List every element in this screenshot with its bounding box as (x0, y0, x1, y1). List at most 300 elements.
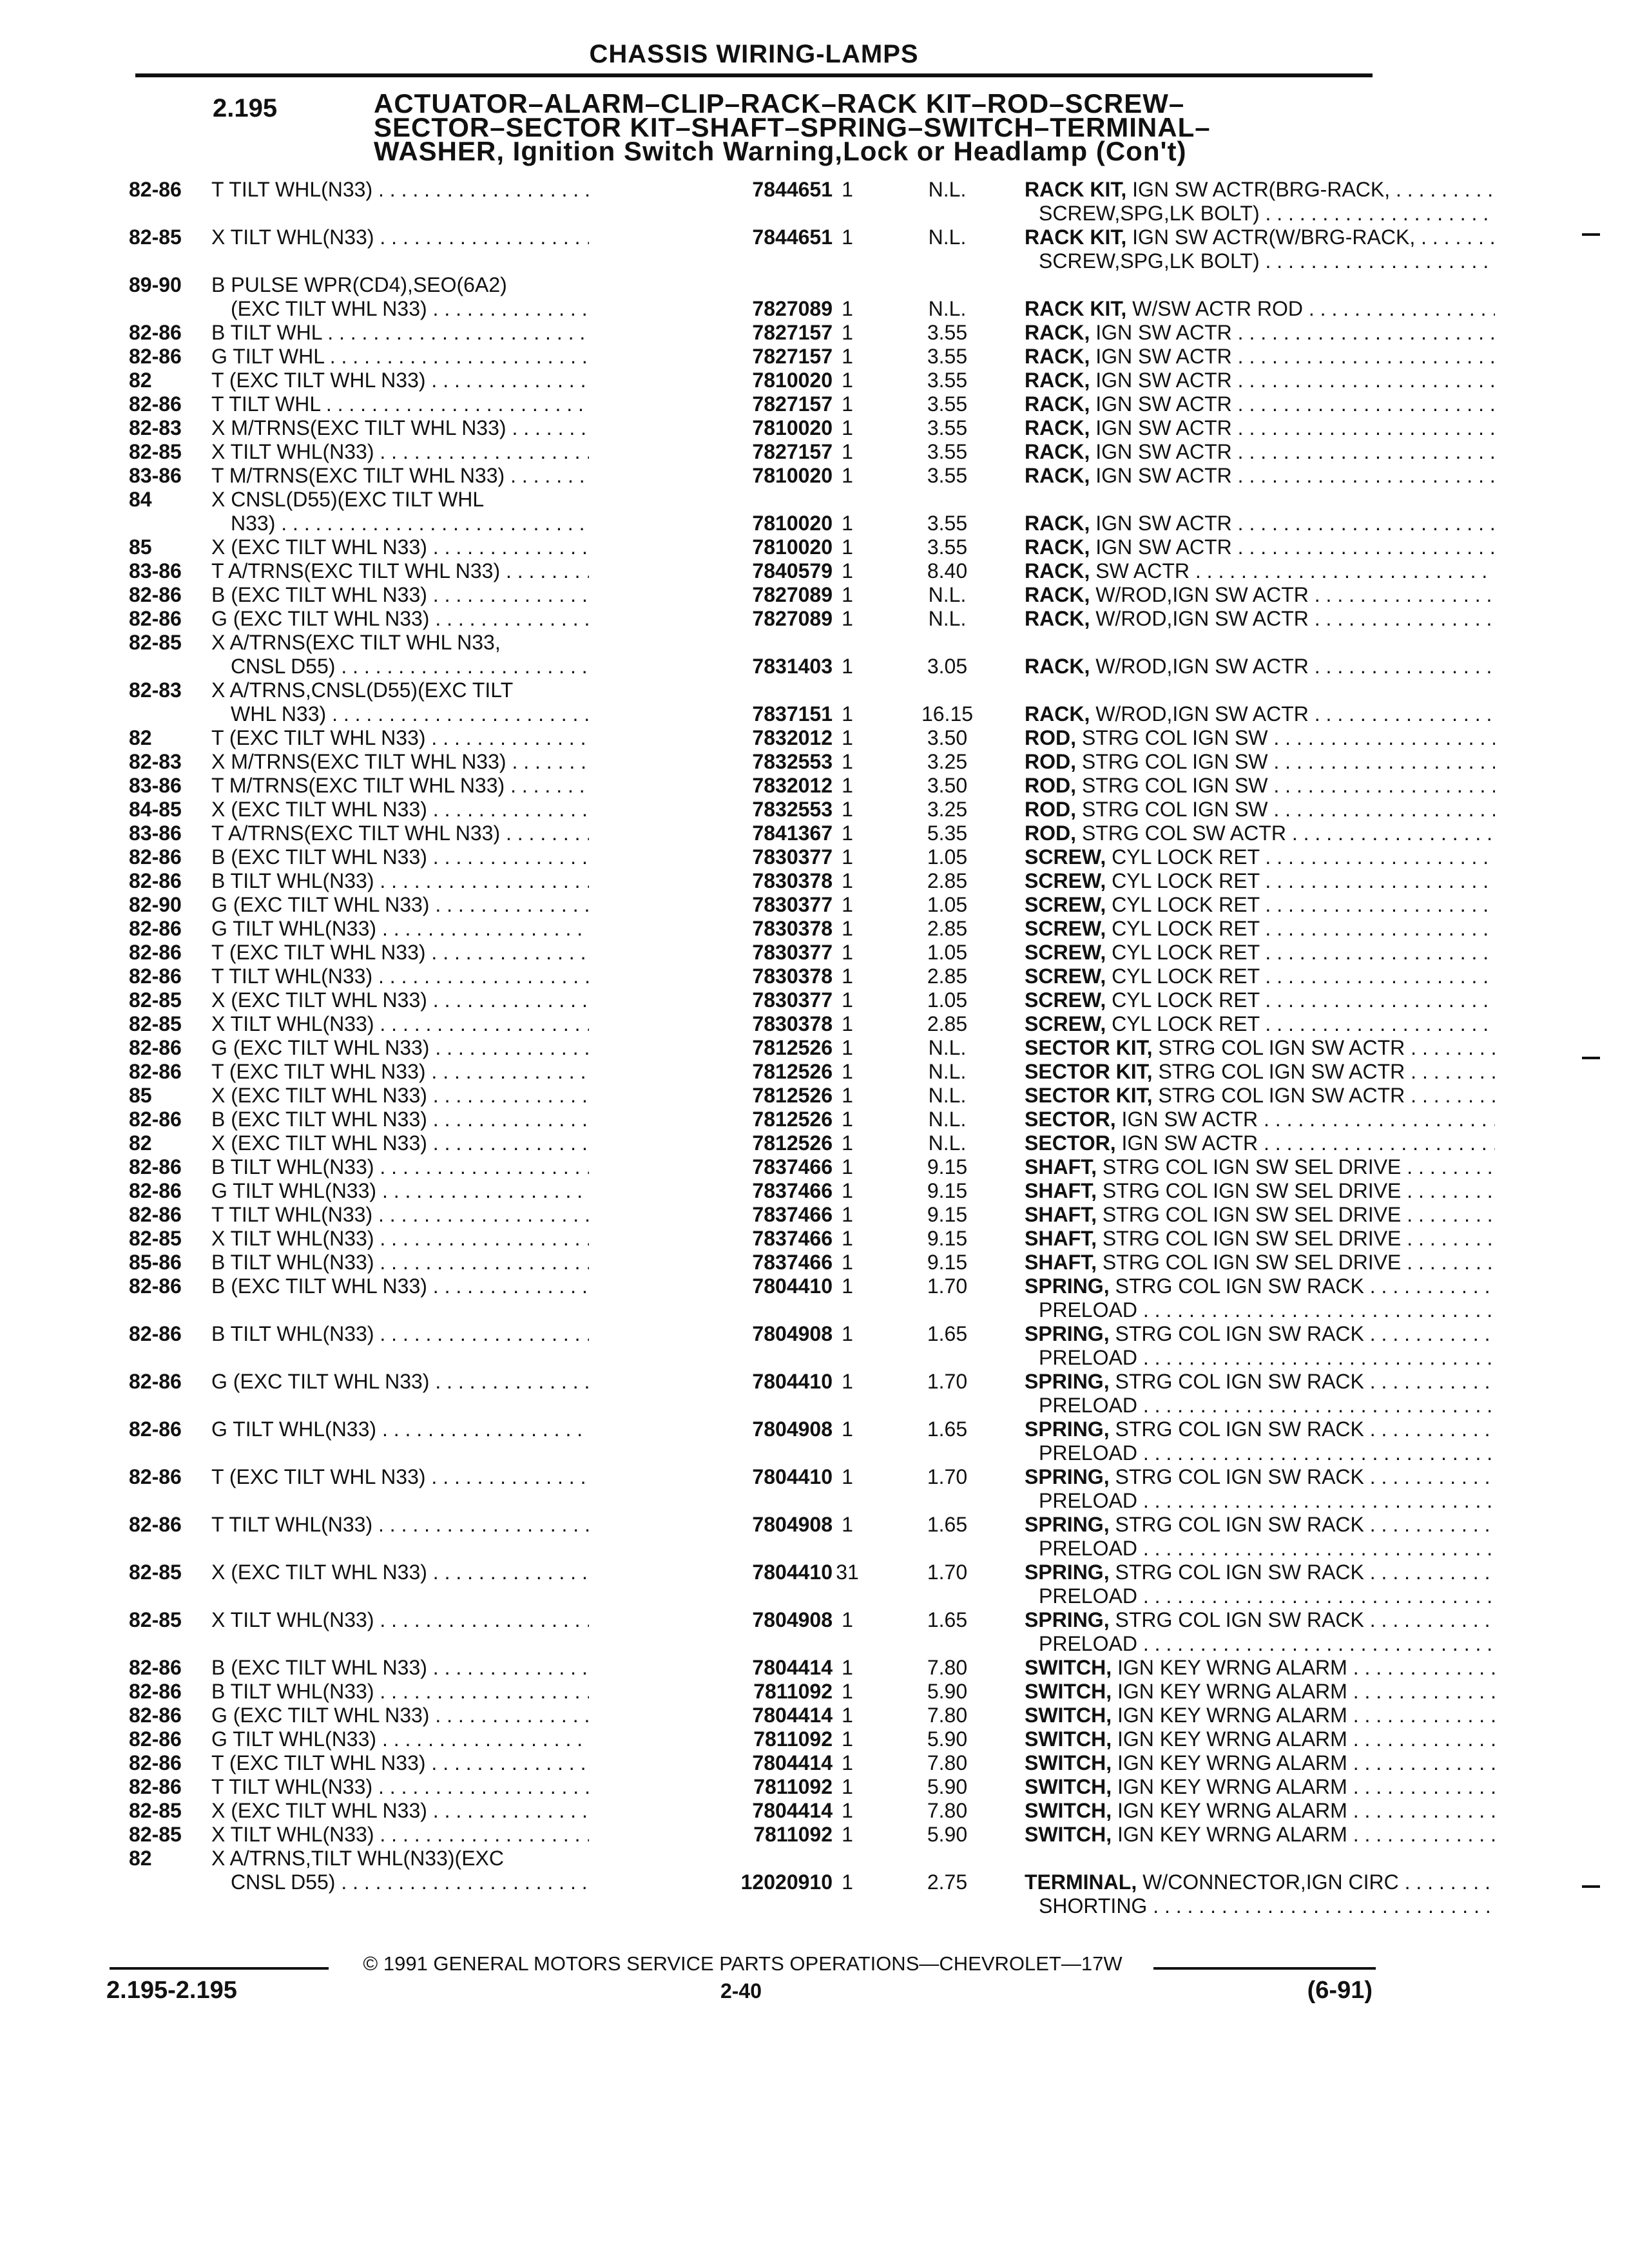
row-year: 82-86 (129, 1775, 182, 1798)
row-part-name-bold: SPRING, (1025, 1370, 1110, 1393)
row-part-name-rest: W/ROD,IGN SW ACTR (1090, 655, 1309, 678)
row-part-name-rest: STRG COL IGN SW ACTR (1152, 1084, 1405, 1107)
section-title-line-3: WASHER, Ignition Switch Warning,Lock or Headlamp (Con't) (374, 136, 1187, 166)
parts-row (129, 750, 1379, 774)
row-quantity: 1 (842, 464, 853, 487)
row-part-name-bold: SCREW, (1025, 965, 1106, 988)
row-part-name (902, 1203, 1495, 1227)
row-part-name-rest: IGN SW ACTR(BRG-RACK, (1126, 178, 1391, 201)
row-name-continued: PRELOAD . . . (915, 1441, 1495, 1465)
row-part-number: 7804908 (589, 1513, 833, 1537)
row-part-name (902, 1608, 1495, 1632)
row-part-number: 7804414 (589, 1704, 833, 1727)
row-part-name-rest: IGN SW ACTR (1090, 512, 1232, 535)
row-name-continued: SCREW,SPG,LK BOLT) . . . (915, 249, 1495, 273)
row-quantity: 1 (842, 702, 853, 726)
row-part-name-rest: IGN SW ACTR (1090, 321, 1232, 344)
row-year: 82-86 (129, 607, 182, 630)
row-part-name (902, 1870, 1495, 1894)
row-year: 82-86 (129, 1322, 182, 1345)
row-part-name-bold: ROD, (1025, 750, 1076, 773)
row-part-name-bold: SPRING, (1025, 1465, 1110, 1488)
row-part-name-rest: IGN SW ACTR (1090, 369, 1232, 392)
row-price: N.L. (928, 607, 967, 630)
row-quantity: 1 (842, 1227, 853, 1250)
row-part-name-rest: STRG COL IGN SW (1076, 798, 1268, 821)
row-part-name-rest: W/ROD,IGN SW ACTR (1090, 583, 1309, 606)
row-description: X (EXC TILT WHL N33) . . . (211, 798, 688, 822)
row-price: 1.65 (927, 1608, 968, 1631)
row-part-name-bold: SPRING, (1025, 1274, 1110, 1298)
margin-mark (1582, 233, 1600, 236)
row-description: B TILT WHL(N33) . . . (211, 1680, 688, 1704)
row-part-number: 7830377 (589, 941, 833, 965)
row-part-number: 7844651 (589, 178, 833, 202)
parts-row-name-continued (129, 1537, 1379, 1561)
row-part-name-bold: SWITCH, (1025, 1704, 1112, 1727)
row-part-name-rest: IGN KEY WRNG ALARM (1112, 1727, 1347, 1751)
row-part-name-bold: SHAFT, (1025, 1251, 1097, 1274)
row-description: X M/TRNS(EXC TILT WHL N33) . . . (211, 416, 688, 440)
row-part-name (902, 178, 1495, 202)
parts-row-continued (129, 702, 1379, 726)
row-name-continued: PRELOAD . . . (915, 1632, 1495, 1656)
row-part-name-bold: RACK, (1025, 512, 1090, 535)
row-description: B TILT WHL(N33) . . . (211, 1322, 688, 1346)
parts-row (129, 1847, 1379, 1870)
row-part-name-rest: STRG COL IGN SW SEL DRIVE (1097, 1227, 1402, 1250)
row-year: 82-86 (129, 1704, 182, 1727)
row-description: B TILT WHL(N33) . . . (211, 869, 688, 893)
row-price: 9.15 (927, 1203, 968, 1226)
row-quantity: 1 (842, 1036, 853, 1059)
row-year: 85-86 (129, 1251, 182, 1274)
row-year: 82-86 (129, 1274, 182, 1298)
row-part-name (902, 798, 1495, 822)
row-part-number: 7804410 (589, 1465, 833, 1489)
row-quantity: 1 (842, 1513, 853, 1536)
row-description: T (EXC TILT WHL N33) . . . (211, 726, 688, 750)
row-part-name (902, 1060, 1495, 1084)
row-description: T (EXC TILT WHL N33) . . . (211, 1060, 688, 1084)
row-part-name (902, 1274, 1495, 1298)
row-year: 82-86 (129, 392, 182, 416)
row-price: N.L. (928, 1108, 967, 1131)
row-quantity: 1 (842, 1418, 853, 1441)
row-year: 83-86 (129, 464, 182, 487)
row-part-name (902, 1084, 1495, 1108)
row-quantity: 1 (842, 941, 853, 964)
row-part-number: 7804908 (589, 1608, 833, 1632)
row-year: 82-85 (129, 988, 182, 1012)
row-name-continued: SHORTING . . . (915, 1894, 1495, 1918)
row-year: 82-86 (129, 178, 182, 201)
row-part-name (902, 1465, 1495, 1489)
row-price: N.L. (928, 1036, 967, 1059)
row-part-name (902, 1751, 1495, 1775)
row-part-name-rest: STRG COL SW ACTR (1076, 822, 1286, 845)
row-year: 82-86 (129, 1656, 182, 1679)
parts-row (129, 1465, 1379, 1489)
row-part-name (902, 1322, 1495, 1346)
row-part-name (902, 965, 1495, 988)
row-price: 3.50 (927, 726, 968, 749)
row-part-name-bold: SHAFT, (1025, 1179, 1097, 1202)
row-part-number: 7827157 (589, 321, 833, 345)
row-part-name (902, 1727, 1495, 1751)
row-year: 82-86 (129, 1513, 182, 1536)
row-quantity: 1 (842, 392, 853, 416)
parts-row (129, 1227, 1402, 1251)
row-price: 7.80 (927, 1751, 968, 1774)
row-part-name (902, 1513, 1495, 1537)
row-year: 83-86 (129, 774, 182, 797)
parts-row (129, 1131, 1379, 1155)
row-year: 82-86 (129, 1751, 182, 1774)
parts-row-continued (129, 655, 1379, 678)
row-description: X TILT WHL(N33) . . . (211, 1608, 688, 1632)
row-part-number: 7830377 (589, 845, 833, 869)
row-description: X TILT WHL(N33) . . . (211, 440, 688, 464)
row-year: 82-90 (129, 893, 182, 916)
row-quantity: 1 (842, 297, 853, 320)
row-price: N.L. (928, 1060, 967, 1083)
parts-row (129, 1274, 1379, 1298)
row-part-name-rest: STRG COL IGN SW RACK (1109, 1465, 1364, 1488)
row-price: 9.15 (927, 1179, 968, 1202)
row-quantity: 1 (842, 1799, 853, 1822)
row-quantity: 1 (842, 1322, 853, 1345)
row-part-name-rest: STRG COL IGN SW RACK (1109, 1561, 1364, 1584)
row-part-name-rest: IGN SW ACTR (1090, 440, 1232, 463)
row-part-name-rest: CYL LOCK RET (1106, 988, 1260, 1012)
parts-row-name-continued (129, 1394, 1379, 1418)
parts-row-name-continued (129, 1632, 1379, 1656)
parts-row (129, 1680, 1379, 1704)
footer-section-range: 2.195-2.195 (106, 1977, 237, 2004)
row-description: T (EXC TILT WHL N33) . . . (211, 1465, 688, 1489)
row-name-continued: PRELOAD . . . (915, 1346, 1495, 1370)
row-part-number: 7804908 (589, 1322, 833, 1346)
row-year: 82-86 (129, 1465, 182, 1488)
row-part-number: 7810020 (589, 369, 833, 392)
parts-row (129, 1203, 1402, 1227)
row-description: X (EXC TILT WHL N33) . . . (211, 1131, 688, 1155)
row-part-name-rest: CYL LOCK RET (1106, 965, 1260, 988)
row-part-name (902, 1656, 1495, 1680)
row-price: 1.65 (927, 1513, 968, 1536)
row-part-name (902, 941, 1495, 965)
row-quantity: 1 (842, 583, 853, 606)
row-year: 82-86 (129, 1418, 182, 1441)
row-part-name (902, 1012, 1495, 1036)
row-quantity: 1 (842, 798, 853, 821)
footer-rule-right (1153, 1967, 1376, 1970)
parts-row (129, 345, 1379, 369)
row-part-name-rest: IGN SW ACTR (1115, 1131, 1258, 1155)
parts-row (129, 1656, 1379, 1680)
row-quantity: 1 (842, 607, 853, 630)
row-price: 3.55 (927, 369, 968, 392)
row-part-name-rest: CYL LOCK RET (1106, 941, 1260, 964)
parts-row (129, 1823, 1379, 1847)
row-part-number: 7830378 (589, 965, 833, 988)
row-part-name-rest: STRG COL IGN SW RACK (1109, 1370, 1364, 1393)
row-part-name-rest: STRG COL IGN SW (1076, 774, 1268, 797)
parts-row (129, 178, 1391, 202)
row-part-number: 7840579 (589, 559, 833, 583)
row-part-number: 7804414 (589, 1656, 833, 1680)
row-year: 82-86 (129, 965, 182, 988)
row-description: T TILT WHL(N33) . . . (211, 178, 688, 202)
row-description: X (EXC TILT WHL N33) . . . (211, 988, 688, 1012)
row-part-name-bold: SECTOR KIT, (1025, 1036, 1153, 1059)
row-price: 8.40 (927, 559, 968, 582)
row-part-name-bold: ROD, (1025, 822, 1076, 845)
parts-row (129, 1775, 1379, 1799)
row-part-name-bold: RACK, (1025, 559, 1090, 582)
row-part-number: 7832012 (589, 726, 833, 750)
row-description: B (EXC TILT WHL N33) . . . (211, 845, 688, 869)
row-part-name-bold: SWITCH, (1025, 1727, 1112, 1751)
row-price: 5.35 (927, 822, 968, 845)
row-price: 5.90 (927, 1727, 968, 1751)
row-price: 1.70 (927, 1465, 968, 1488)
row-quantity: 1 (842, 1084, 853, 1107)
row-part-number: 7811092 (589, 1823, 833, 1847)
row-part-number: 7812526 (589, 1060, 833, 1084)
row-part-name-bold: SWITCH, (1025, 1751, 1112, 1774)
row-quantity: 1 (842, 845, 853, 869)
row-part-name (902, 1108, 1495, 1131)
row-part-number: 7827089 (589, 583, 833, 607)
row-quantity: 1 (842, 726, 853, 749)
parts-row (129, 1751, 1379, 1775)
parts-row-name-continued (129, 1489, 1379, 1513)
row-part-name-rest: CYL LOCK RET (1106, 1012, 1260, 1035)
row-part-name-rest: STRG COL IGN SW SEL DRIVE (1097, 1179, 1402, 1202)
row-part-number: 7811092 (589, 1727, 833, 1751)
row-part-number: 7827157 (589, 440, 833, 464)
row-price: 3.55 (927, 440, 968, 463)
row-quantity: 1 (842, 1656, 853, 1679)
row-description: X TILT WHL(N33) . . . (211, 1227, 688, 1251)
row-description: B TILT WHL . . . (211, 321, 688, 345)
row-quantity: 1 (842, 1370, 853, 1393)
parts-row (129, 1012, 1379, 1036)
row-description: T A/TRNS(EXC TILT WHL N33) . . . (211, 559, 688, 583)
parts-row (129, 1084, 1405, 1108)
row-quantity: 1 (842, 988, 853, 1012)
row-quantity: 1 (842, 1727, 853, 1751)
row-part-number: 7804410 (589, 1561, 833, 1584)
parts-row (129, 941, 1379, 965)
parts-row (129, 488, 1379, 512)
row-part-name (902, 1799, 1495, 1823)
row-description: X A/TRNS,TILT WHL(N33)(EXC (211, 1847, 504, 1870)
row-description: B (EXC TILT WHL N33) . . . (211, 1108, 688, 1131)
row-part-number: 7844651 (589, 226, 833, 249)
parts-row (129, 464, 1379, 488)
footer-rule-left (110, 1967, 329, 1970)
row-year: 82-86 (129, 1155, 182, 1178)
parts-row (129, 1418, 1379, 1441)
row-description: G TILT WHL . . . (211, 345, 688, 369)
row-part-name-bold: SCREW, (1025, 845, 1106, 869)
row-part-name-bold: SPRING, (1025, 1608, 1110, 1631)
row-part-number: 7804414 (589, 1799, 833, 1823)
row-year: 84 (129, 488, 152, 511)
row-part-name-bold: SWITCH, (1025, 1680, 1112, 1703)
row-year: 82-86 (129, 1727, 182, 1751)
row-part-name-rest: STRG COL IGN SW (1076, 750, 1268, 773)
row-part-name-rest: CYL LOCK RET (1106, 917, 1260, 940)
row-name-continued: PRELOAD . . . (915, 1394, 1495, 1418)
section-title (374, 88, 1315, 166)
parts-row (129, 774, 1379, 798)
row-quantity: 1 (842, 1203, 853, 1226)
row-part-name-bold: RACK, (1025, 702, 1090, 726)
row-price: 9.15 (927, 1227, 968, 1250)
parts-row (129, 1108, 1379, 1131)
row-quantity: 1 (842, 226, 853, 249)
row-price: 2.75 (927, 1870, 968, 1894)
row-year: 82-83 (129, 750, 182, 773)
row-part-name-bold: SECTOR KIT, (1025, 1060, 1153, 1083)
row-year: 82 (129, 369, 152, 392)
row-part-name-rest: STRG COL IGN SW ACTR (1152, 1036, 1405, 1059)
row-part-name (902, 869, 1495, 893)
row-year: 82-86 (129, 845, 182, 869)
row-part-name-bold: SHAFT, (1025, 1155, 1097, 1178)
row-part-name-rest: IGN KEY WRNG ALARM (1112, 1775, 1347, 1798)
row-part-name-bold: RACK, (1025, 583, 1090, 606)
row-description: G (EXC TILT WHL N33) . . . (211, 893, 688, 917)
parts-row-name-continued (129, 202, 1379, 226)
row-year: 82-86 (129, 1370, 182, 1393)
row-part-name (902, 464, 1495, 488)
row-year: 82-83 (129, 416, 182, 439)
row-quantity: 1 (842, 917, 853, 940)
parts-row (129, 1036, 1405, 1060)
row-quantity: 1 (842, 893, 853, 916)
row-part-name (902, 297, 1495, 321)
row-part-number: 7827089 (589, 607, 833, 631)
parts-row (129, 559, 1379, 583)
row-price: 16.15 (921, 702, 974, 726)
row-part-number: 7804414 (589, 1751, 833, 1775)
row-part-name-rest: IGN KEY WRNG ALARM (1112, 1704, 1347, 1727)
row-year: 82-86 (129, 583, 182, 606)
footer-page-number: 2-40 (720, 1979, 762, 2003)
row-quantity: 1 (842, 1870, 853, 1894)
row-part-name-rest: IGN KEY WRNG ALARM (1112, 1680, 1347, 1703)
parts-row (129, 869, 1379, 893)
row-quantity: 1 (842, 822, 853, 845)
row-part-number: 7837466 (589, 1227, 833, 1251)
row-quantity: 1 (842, 869, 853, 892)
row-price: 3.05 (927, 655, 968, 678)
section-title-line-2: SECTOR–SECTOR KIT–SHAFT–SPRING–SWITCH–TERMINAL– (374, 112, 1211, 142)
row-part-name-bold: RACK, (1025, 345, 1090, 368)
row-part-name (902, 1227, 1495, 1251)
row-part-name-rest: W/ROD,IGN SW ACTR (1090, 702, 1309, 726)
row-price: N.L. (928, 583, 967, 606)
row-description: T TILT WHL(N33) . . . (211, 1775, 688, 1799)
parts-row (129, 1561, 1379, 1584)
parts-row (129, 893, 1379, 917)
row-part-name-bold: RACK, (1025, 607, 1090, 630)
row-quantity: 1 (842, 535, 853, 559)
row-price: N.L. (928, 1131, 967, 1155)
row-quantity: 1 (842, 1179, 853, 1202)
row-year: 84-85 (129, 798, 182, 821)
row-quantity: 1 (842, 750, 853, 773)
row-description: X M/TRNS(EXC TILT WHL N33) . . . (211, 750, 688, 774)
row-price: 2.85 (927, 1012, 968, 1035)
row-part-name-bold: SPRING, (1025, 1561, 1110, 1584)
parts-row (129, 1704, 1379, 1727)
row-price: 5.90 (927, 1680, 968, 1703)
row-part-name-rest: STRG COL IGN SW RACK (1109, 1274, 1364, 1298)
row-part-number: 12020910 (589, 1870, 833, 1894)
row-description-continued: N33) . . . (211, 512, 688, 535)
row-part-name-bold: RACK, (1025, 321, 1090, 344)
row-part-name-bold: SCREW, (1025, 988, 1106, 1012)
row-part-number: 7830378 (589, 869, 833, 893)
parts-row (129, 1251, 1402, 1274)
row-part-number: 7804410 (589, 1274, 833, 1298)
parts-row (129, 822, 1379, 845)
row-price: 3.55 (927, 535, 968, 559)
row-part-name-rest: STRG COL IGN SW RACK (1109, 1608, 1364, 1631)
row-quantity: 1 (842, 178, 853, 201)
row-quantity: 1 (842, 1823, 853, 1846)
row-year: 82-86 (129, 917, 182, 940)
row-part-name-bold: SPRING, (1025, 1322, 1110, 1345)
row-year: 82-85 (129, 440, 182, 463)
parts-row-continued (129, 1870, 1399, 1894)
row-part-number: 7837151 (589, 702, 833, 726)
row-part-name (902, 416, 1495, 440)
row-part-name (902, 822, 1495, 845)
row-price: 3.25 (927, 750, 968, 773)
row-price: 1.05 (927, 988, 968, 1012)
parts-row-name-continued (129, 1894, 1379, 1918)
row-part-name-rest: STRG COL IGN SW (1076, 726, 1268, 749)
row-part-name-bold: RACK KIT, (1025, 297, 1127, 320)
row-part-name-rest: STRG COL IGN SW RACK (1109, 1322, 1364, 1345)
row-part-number: 7812526 (589, 1036, 833, 1060)
row-part-number: 7832012 (589, 774, 833, 798)
row-part-name-bold: SWITCH, (1025, 1799, 1112, 1822)
row-price: 2.85 (927, 917, 968, 940)
parts-row-name-continued (129, 1441, 1379, 1465)
parts-row (129, 917, 1379, 941)
row-part-name-bold: ROD, (1025, 774, 1076, 797)
row-part-name (902, 440, 1495, 464)
row-price: 5.90 (927, 1823, 968, 1846)
row-quantity: 1 (842, 1131, 853, 1155)
row-part-name-bold: SHAFT, (1025, 1227, 1097, 1250)
row-part-name-bold: RACK KIT, (1025, 226, 1127, 249)
row-part-number: 7841367 (589, 822, 833, 845)
row-year: 82-85 (129, 1608, 182, 1631)
row-price: 1.65 (927, 1418, 968, 1441)
row-quantity: 1 (842, 1775, 853, 1798)
row-quantity: 1 (842, 774, 853, 797)
row-part-name-bold: RACK, (1025, 464, 1090, 487)
